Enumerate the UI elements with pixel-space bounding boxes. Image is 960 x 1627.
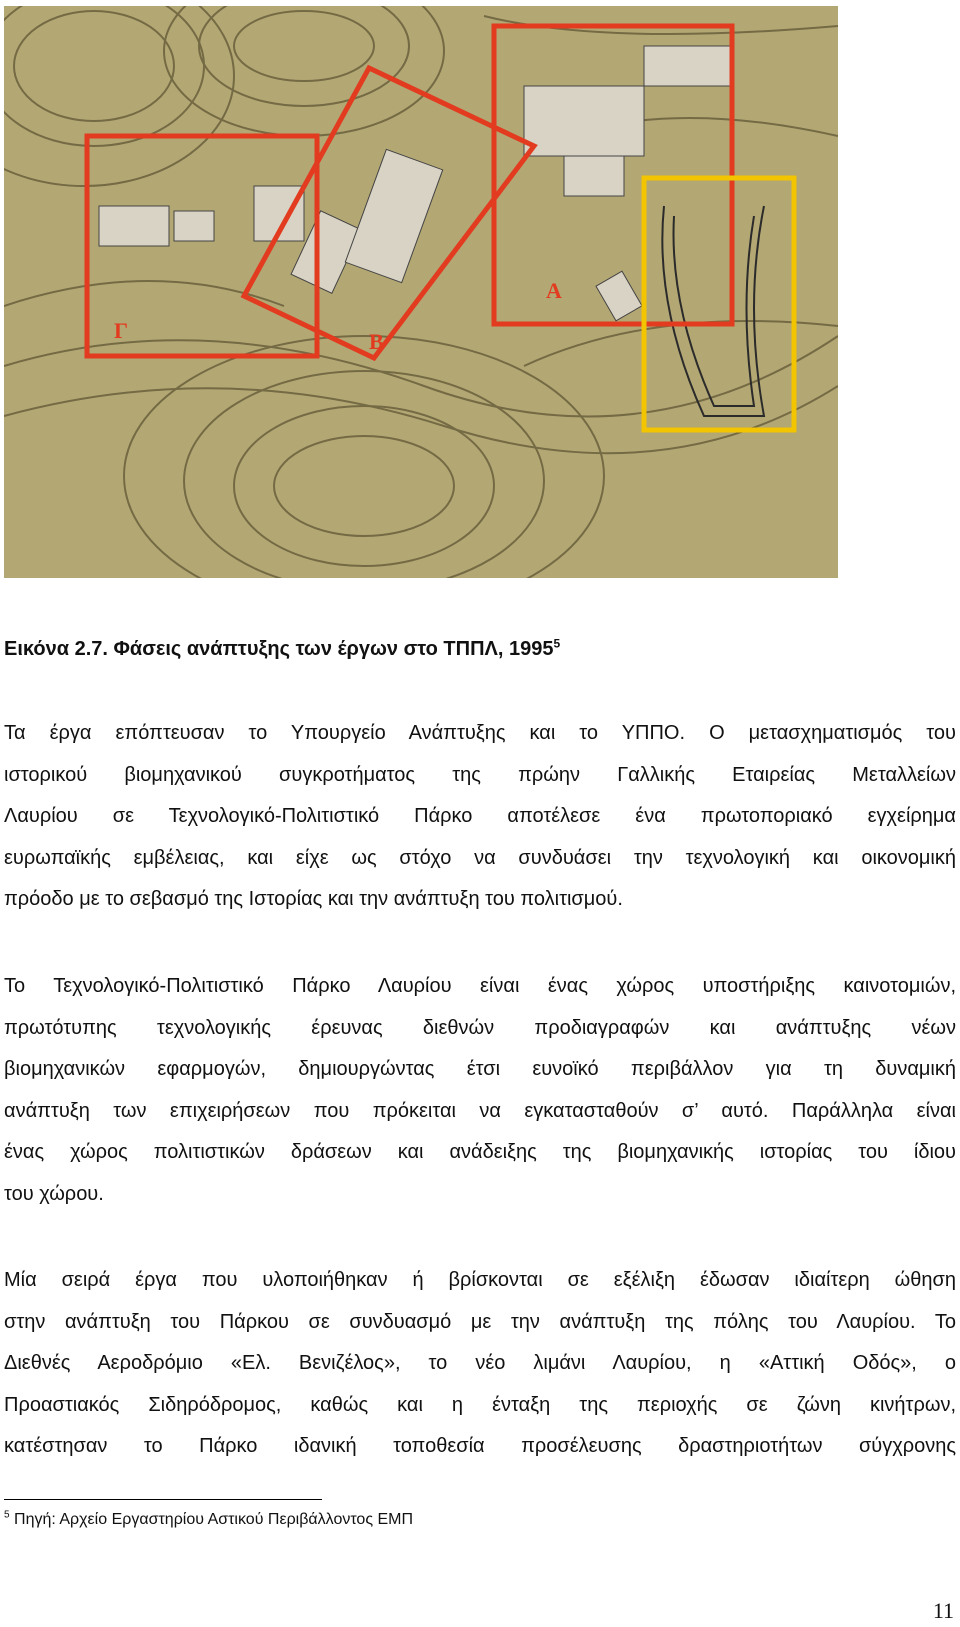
text-line: βιομηχανικών εφαρμογών, δημιουργώντας έτσι ευνοϊκό περιβάλλον για τη δυναμική [4,1058,956,1081]
paragraph-1 [4,713,956,921]
footnote-ref: 5 [553,636,561,651]
text-line: ευρωπαϊκής εμβέλειας, και είχε ως στόχο να συνδυάσει την τεχνολογική και οικονομική [4,846,956,869]
text-line: Λαυρίου σε Τεχνολογικό-Πολιτιστικό Πάρκο αποτέλεσε ένα πρωτοποριακό εγχείρημα [4,805,956,828]
figure-caption: Εικόνα 2.7. Φάσεις ανάπτυξης των έργων στο ΤΠΠΛ, 1995$^5$ [4,636,561,660]
text-line: ένας χώρος πολιτιστικών δράσεων και ανάδειξης της βιομηχανικής ιστορίας του ίδιου [4,1141,956,1164]
paragraph-3 [4,1260,956,1468]
text-line: ανάπτυξη των επιχειρήσεων που πρόκειται να εγκατασταθούν σ’ αυτό. Παράλληλα είναι [4,1099,956,1122]
zone-label-gamma: Γ [114,318,128,343]
text-line: του χώρου. [4,1182,104,1205]
text-line: πρωτότυπης τεχνολογικής έρευνας διεθνών προδιαγραφών και ανάπτυξης νέων [4,1016,956,1039]
zone-label-alpha: Α [546,278,562,303]
text-line: ιστορικού βιομηχανικού συγκροτήματος της πρώην Γαλλικής Εταιρείας Μεταλλείων [4,763,956,786]
site-model-photo [4,6,838,578]
footnote [4,1510,413,1530]
zone-label-beta: Β [369,329,384,354]
site-model-illustration [4,6,838,578]
text-line: κατέστησαν το Πάρκο ιδανική τοποθεσία προσέλευσης δραστηριοτήτων σύγχρονης [4,1435,956,1458]
text-line: Το Τεχνολογικό-Πολιτιστικό Πάρκο Λαυρίου είναι ένας χώρος υποστήριξης καινοτομιών, [4,975,956,997]
paragraph-2 [4,966,956,1216]
text-line: Διεθνές Αεροδρόμιο «Ελ. Βενιζέλος», το νέο λιμάνι Λαυρίου, η «Αττική Οδός», ο [4,1352,956,1375]
text-line: Προαστιακός Σιδηρόδρομος, καθώς και η ένταξη της περιοχής σε ζώνη κινήτρων, [4,1393,956,1416]
text-line: Μία σειρά έργα που υλοποιήθηκαν ή βρίσκονται σε εξέλιξη έδωσαν ιδιαίτερη ώθηση [4,1269,956,1291]
footnote-divider [4,1499,322,1500]
text-line: Τα έργα επόπτευσαν το Υπουργείο Ανάπτυξης και το ΥΠΠΟ. Ο μετασχηματισμός του [4,722,956,744]
footnote-number: 5 [4,1509,10,1521]
footnote-text: Πηγή: Αρχείο Εργαστηρίου Αστικού Περιβάλλοντος ΕΜΠ [14,1511,414,1528]
text-line: πρόοδο με το σεβασμό της Ιστορίας και την ανάπτυξη του πολιτισμού. [4,888,623,911]
text-line: στην ανάπτυξη του Πάρκου σε συνδυασμό με την ανάπτυξη της πόλης του Λαυρίου. Το [4,1310,956,1333]
page-number: 11 [932,1598,954,1623]
